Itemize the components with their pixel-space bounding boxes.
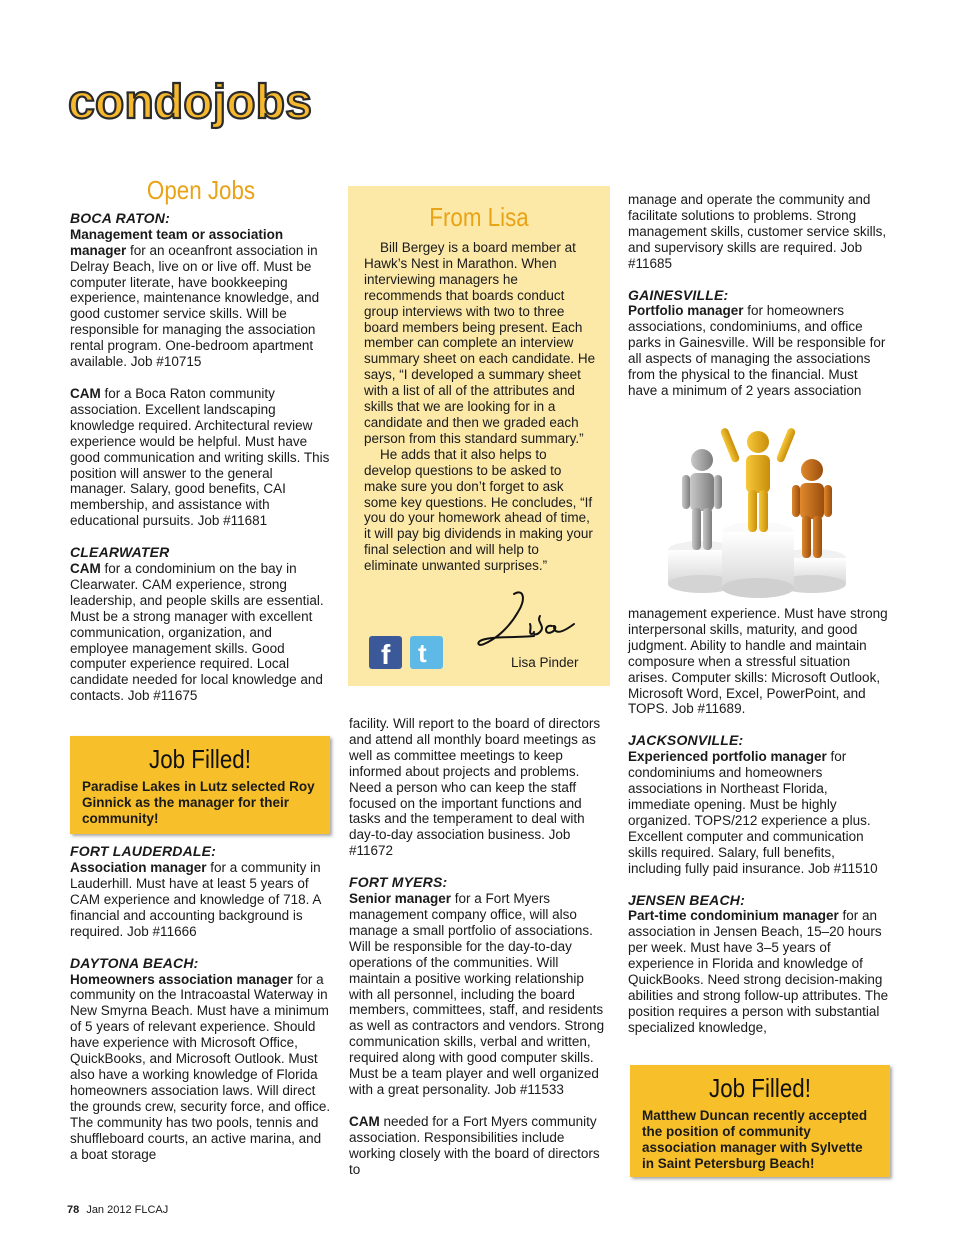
- city-daytona-beach: DAYTONA BEACH:: [70, 954, 199, 971]
- from-lisa-text: [364, 240, 596, 574]
- city-jensen-beach: JENSEN BEACH:: [628, 891, 745, 908]
- city-fort-myers: FORT MYERS:: [349, 874, 448, 891]
- job-filled-title-2: Job Filled!: [709, 1073, 811, 1103]
- podium-figures-illustration: [652, 420, 874, 602]
- open-jobs-heading: Open Jobs: [146, 175, 256, 205]
- job-gainesville: Portfolio manager for homeowners associations, condominiums, and office parks in Gainesville. Will be responsible for all aspects of managing the associations from the physical to the financial. Must have a minimum of 2 years association: [628, 303, 886, 398]
- right-column-top: [628, 192, 890, 399]
- from-lisa-paragraph-2: He adds that it also helps to develop questions to be asked to make sure you don’t forget to ask some key questions. He concludes, “If you do your homework ahead of time, it will pay big dividends in making your final selection and will help to eliminate unwanted surprises.”: [364, 446, 593, 574]
- job-fort-myers-2: CAM needed for a Fort Myers community association. Responsibilities include working closely with the board of directors to: [349, 1113, 600, 1177]
- logo-text: condojobs: [68, 76, 312, 129]
- job-filled-title-1: Job Filled!: [149, 744, 251, 774]
- job-filled-text-2: Matthew Duncan recently accepted the position of community association manager with Sylvette in Saint Petersburg Beach!: [642, 1108, 868, 1171]
- issue-label: Jan 2012 FLCAJ: [86, 1204, 169, 1216]
- job-fort-myers-1: Senior manager for a Fort Myers management company office, will also manage a small portfolio of associations. Will be responsible for the day-to-day operations of the communities. Will maintain a positive working relationship with all personnel, including the board members, committees, staff, and residents as well as contractors and vendors. Strong communication skills, verbal and written, required along with good computer skills. Must be a team player and well organized with a great personality. Job #11533: [349, 891, 605, 1097]
- job-filled-box-2: [630, 1065, 890, 1177]
- lisa-signature: [474, 586, 584, 656]
- job-filled-box-1: [70, 736, 330, 834]
- page-footer: [67, 1204, 168, 1216]
- right-column-bottom: [628, 606, 890, 1036]
- city-gainesville: GAINESVILLE:: [628, 286, 729, 303]
- job-filled-text-1: Paradise Lakes in Lutz selected Roy Ginnick as the manager for their community!: [82, 779, 315, 826]
- from-lisa-paragraph-1: Bill Bergey is a board member at Hawk’s Nest in Marathon. When interviewing managers he recommends that boards conduct group interviews with two to three board members being present. Each member can complete an interview summary sheet on each candidate. He says, “I developed a summary sheet with a list of all of the attributes and skills that we are looking for in a candidate and then we graded each person from this standard summary.”: [364, 240, 596, 446]
- job-daytona-continued: facility. Will report to the board of directors and attend all monthly board meetings as well as committee meetings to keep informed about projects and problems. Need a person who can keep the staff focused on the important functions and tasks and the temperament to deal with day-to-day association business. Job #11672: [349, 716, 601, 859]
- open-jobs-column: [70, 175, 332, 1162]
- middle-column: [349, 716, 611, 1177]
- job-gainesville-continued: management experience. Must have strong interpersonal skills, maturity, and good judgment. Ability to handle and maintain composure when a stressful situation arises. Computer skills: Microsoft Outlook, Microsoft Word, Excel, PowerPoint, and TOPS. Job #11689.: [628, 606, 888, 717]
- job-boca-2: CAM for a Boca Raton community association. Excellent landscaping knowledge required. Architectural review experience would be helpful. Must have good communication and writing skills. This position will answer to the general manager. Salary, good benefits, CAI membership, and assistance with educational pursuits. Job #11681: [70, 385, 330, 529]
- condojobs-logo: [66, 68, 316, 132]
- job-daytona-beach: Homeowners association manager for a community on the Intracoastal Waterway in New Smyrna Beach. Must have a minimum of 5 years of relevant experience. Should have experience with Microsoft Office, QuickBooks, and Microsoft Outlook. Must also have a working knowledge of Florida homeowners association laws. Will direct the grounds crew, security force, and office. The community has two pools, tennis and shuffleboard courts, an active marina, and a boat storage: [70, 971, 331, 1162]
- page-number: 78: [67, 1204, 80, 1216]
- job-fort-lauderdale: Association manager for a community in Lauderhill. Must have at least 5 years of CAM experience and knowledge of 718. A financial and accounting background is required. Job #11666: [70, 860, 321, 939]
- city-clearwater: CLEARWATER: [70, 544, 170, 561]
- lisa-name: Lisa Pinder: [511, 655, 579, 670]
- job-fort-myers-continued: manage and operate the community and facilitate solutions to problems. Strong management skills, customer service skills, and supervisory skills are required. Job #11685: [628, 192, 887, 271]
- from-lisa-box: [348, 186, 610, 686]
- from-lisa-heading: From Lisa: [429, 202, 529, 232]
- facebook-icon[interactable]: f: [369, 636, 402, 669]
- job-jacksonville: Experienced portfolio manager for condominiums and homeowners associations in Northeast Florida, immediate opening. Must be highly organized. TOPS/212 experience a plus. Excellent computer and communication skills required. Salary, full benefits, including fully paid insurance. Job #11510: [628, 749, 878, 876]
- job-boca-1: Management team or association manager for an oceanfront association in Delray Beach, live on or live off. Must be computer literate, have bookkeeping experience, maintenance knowledge, and good customer service skills. Will be responsible for managing the association rental program. One-bedroom apartment available. Job #10715: [70, 226, 320, 370]
- city-boca-raton: BOCA RATON:: [70, 209, 170, 226]
- city-jacksonville: JACKSONVILLE:: [628, 732, 744, 749]
- city-fort-lauderdale: FORT LAUDERDALE:: [70, 843, 217, 860]
- twitter-icon[interactable]: t: [410, 636, 443, 669]
- job-jensen-beach: Part-time condominium manager for an association in Jensen Beach, 15–20 hours per week. Must have 3–5 years of experience in Florida and knowledge of QuickBooks. Need strong decision-making abilities and strong follow-up attributes. The position requires a person with substantial specialized knowledge,: [628, 908, 889, 1035]
- job-clearwater: CAM for a condominium on the bay in Clearwater. CAM experience, strong leadership, and people skills are essential. Must be a strong manager with excellent communication, organization, and employee management skills. Good computer experience required. Local candidate needed for local knowledge and contacts. Job #11675: [70, 561, 324, 704]
